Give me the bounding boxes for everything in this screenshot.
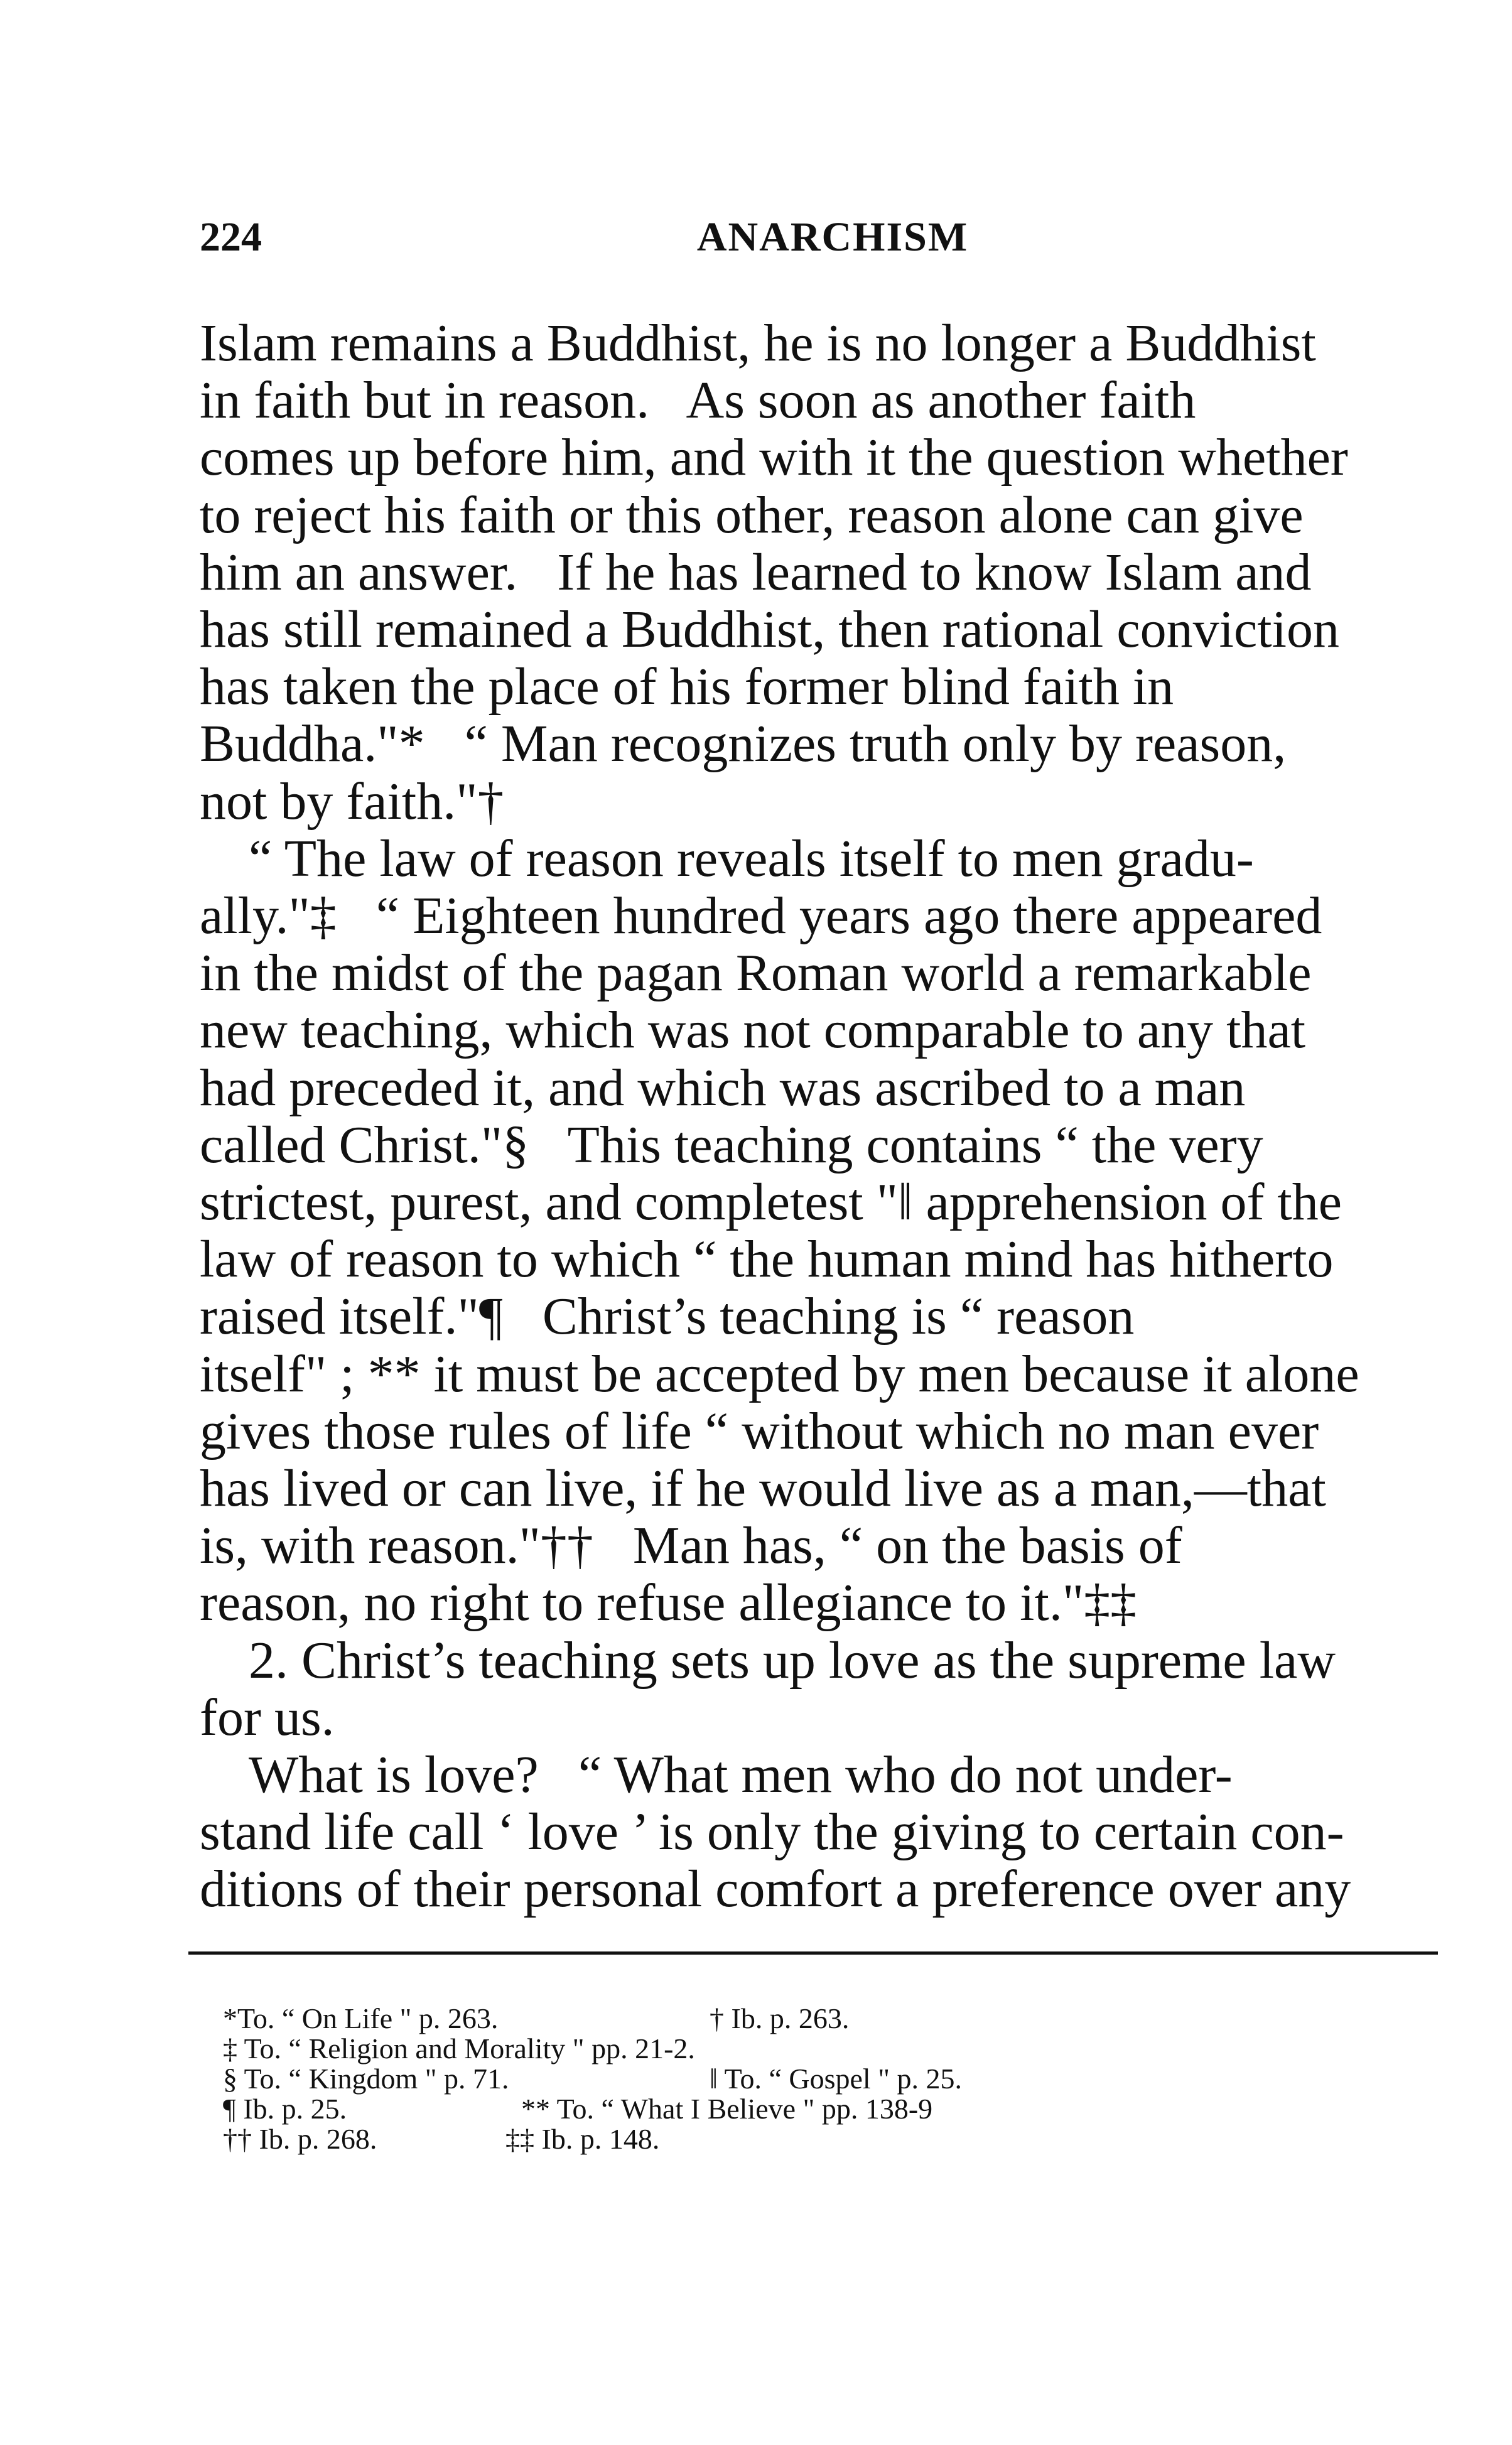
footnote: § To. “ Kingdom " p. 71. xyxy=(223,2063,509,2095)
text-line: strictest, purest, and completest "‖ apprehension of the xyxy=(200,1173,1342,1231)
footnote: ‖ To. “ Gospel " p. 25. xyxy=(710,2063,962,2095)
text-line: in the midst of the pagan Roman world a remarkable xyxy=(200,944,1312,1003)
text-line: is, with reason."†† Man has, “ on the basis of xyxy=(200,1516,1182,1575)
text-line: law of reason to which “ the human mind has hitherto xyxy=(200,1230,1334,1289)
text-line: “ The law of reason reveals itself to men gradu- xyxy=(249,829,1254,888)
text-line: new teaching, which was not comparable to any that xyxy=(200,1001,1306,1060)
text-line: stand life call ‘ love ’ is only the giving to certain con- xyxy=(200,1803,1344,1862)
text-line: has taken the place of his former blind faith in xyxy=(200,657,1174,716)
text-line: 2. Christ’s teaching sets up love as the supreme law xyxy=(249,1631,1336,1690)
footnote: ‡‡ Ib. p. 148. xyxy=(505,2123,660,2155)
footnote-divider xyxy=(188,1951,1438,1955)
text-line: him an answer. If he has learned to know Islam and xyxy=(200,542,1312,602)
text-line: has still remained a Buddhist, then rational conviction xyxy=(200,600,1339,659)
text-line: comes up before him, and with it the question whether xyxy=(200,428,1348,487)
text-line: not by faith."† xyxy=(200,772,504,831)
footnote: †† Ib. p. 268. xyxy=(223,2123,377,2155)
running-title: ANARCHISM xyxy=(696,214,969,260)
footnote: ‡ To. “ Religion and Morality " pp. 21-2. xyxy=(223,2032,695,2064)
text-line: reason, no right to refuse allegiance to it."‡‡ xyxy=(200,1573,1137,1633)
footnote: ** To. “ What I Believe " pp. 138-9 xyxy=(521,2093,933,2125)
text-line: gives those rules of life “ without which no man ever xyxy=(200,1401,1319,1460)
footnote: *To. “ On Life " p. 263. xyxy=(223,2002,499,2034)
text-line: called Christ."§ This teaching contains “ the very xyxy=(200,1115,1263,1174)
text-line: ditions of their personal comfort a preference over any xyxy=(200,1860,1351,1919)
footnote: † Ib. p. 263. xyxy=(710,2002,850,2034)
text-line: for us. xyxy=(200,1688,335,1747)
text-line: What is love? “ What men who do not under- xyxy=(249,1746,1233,1804)
footnote: ¶ Ib. p. 25. xyxy=(223,2093,347,2125)
text-line: ally."‡ “ Eighteen hundred years ago there appeared xyxy=(200,887,1322,945)
text-line: to reject his faith or this other, reason alone can give xyxy=(200,485,1304,544)
text-line: raised itself."¶ Christ’s teaching is “ reason xyxy=(200,1287,1135,1346)
text-line: in faith but in reason. As soon as another faith xyxy=(200,371,1196,430)
page-number: 224 xyxy=(200,214,262,260)
text-line: has lived or can live, if he would live as a man,—that xyxy=(200,1459,1326,1518)
text-line: itself" ; ** it must be accepted by men because it alone xyxy=(200,1344,1359,1403)
text-line: Islam remains a Buddhist, he is no longer a Buddhist xyxy=(200,314,1316,372)
text-line: had preceded it, and which was ascribed to a man xyxy=(200,1058,1246,1117)
text-line: Buddha."* “ Man recognizes truth only by reason, xyxy=(200,715,1287,774)
